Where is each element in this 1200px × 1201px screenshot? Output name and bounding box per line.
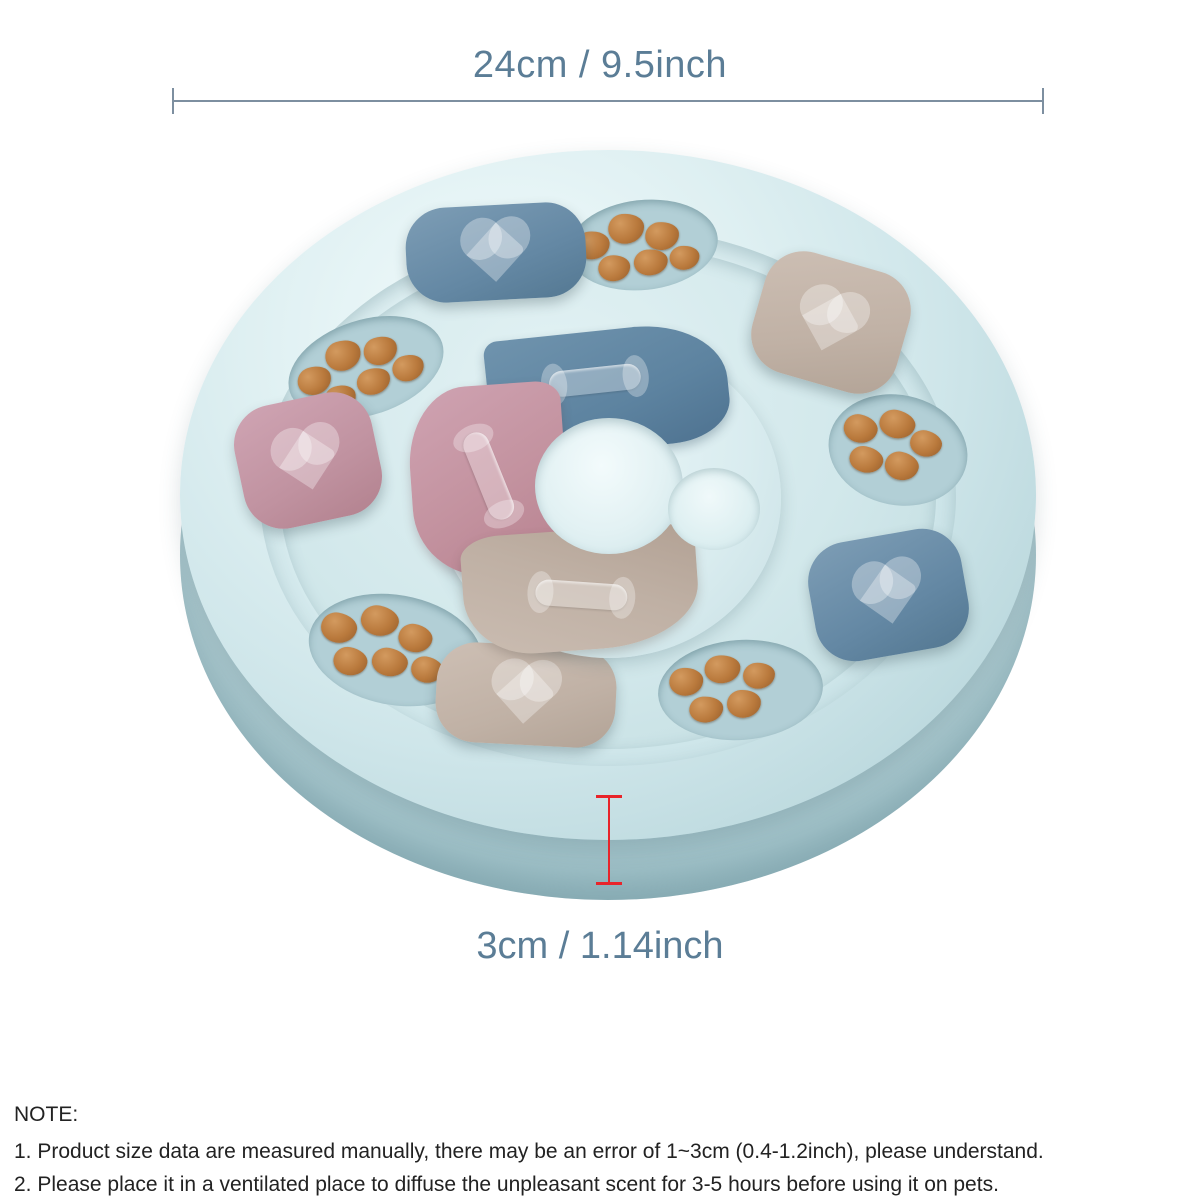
height-dimension-label: 3cm / 1.14inch	[476, 925, 724, 967]
heart-icon	[859, 565, 917, 624]
height-dimension-ruler	[608, 795, 610, 885]
center-hole	[535, 418, 683, 554]
slider-pad-top-blue[interactable]	[404, 200, 589, 304]
width-dimension-label: 24cm / 9.5inch	[472, 44, 728, 86]
heart-icon	[466, 222, 525, 281]
bone-icon	[548, 363, 642, 398]
product-image	[168, 140, 1048, 900]
center-secondary-hole	[668, 468, 760, 550]
width-dimension-ruler	[172, 100, 1044, 102]
notes-block	[14, 1098, 1194, 1201]
notes-title: NOTE:	[14, 1103, 79, 1126]
bone-icon	[459, 428, 518, 523]
note-item-2: 2. Please place it in a ventilated place to diffuse the unpleasant scent for 3-5 hours before using it on pets.	[14, 1173, 999, 1196]
note-item-1: 1. Product size data are measured manually, there may be an error of 1~3cm (0.4-1.2inch), please understand.	[14, 1140, 1044, 1163]
heart-icon	[496, 665, 555, 724]
bone-icon	[535, 579, 629, 611]
heart-icon	[802, 294, 860, 350]
heart-icon	[279, 430, 337, 489]
